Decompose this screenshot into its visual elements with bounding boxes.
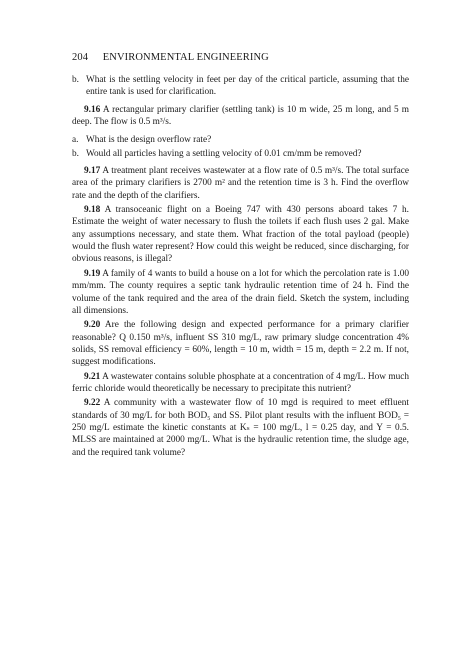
problem-number: 9.16 — [84, 104, 101, 115]
problem-9-19 — [72, 268, 409, 317]
running-header — [72, 52, 269, 63]
problem-text: A community with a wastewater flow of 10 mgd is required to meet effluent standards of 30 mg/L for both BOD₅ and SS. Pilot plant results with the influent BOD₅ = 250 mg/L estimate the kinetic constants at Kₛ = 100 mg/L, l = 0.25 day, and Y = 0.5. MLSS are maintained at 2000 mg/L. What is the hydraulic retention time, the sludge age, and the required tank volume? — [72, 398, 409, 458]
problem-number: 9.20 — [84, 320, 101, 331]
problem-number: 9.18 — [84, 205, 101, 216]
sub-question-label: b. — [72, 75, 79, 85]
sub-question — [72, 148, 409, 160]
sub-question-text: What is the settling velocity in feet per day of the critical particle, assuming that the entire tank is used for clarification. — [86, 75, 409, 98]
problem-9-17 — [72, 165, 409, 202]
problem-list — [72, 74, 409, 461]
sub-question-text: What is the design overflow rate? — [86, 135, 212, 146]
problem-text: A rectangular primary clarifier (settling tank) is 10 m wide, 25 m long, and 5 m deep. The flow is 0.5 m³/s. — [72, 104, 410, 128]
problem-text: A treatment plant receives wastewater at a flow rate of 0.5 m³/s. The total surface area of the primary clarifiers is 2700 m² and the retention time is 3 h. Find the overflow rate and the depth of the clarifiers. — [72, 166, 410, 201]
sub-question-label: a. — [72, 135, 79, 146]
problem-9-22 — [72, 397, 409, 459]
problem-text: A wastewater contains soluble phosphate at a concentration of 4 mg/L. How much ferric chloride would theoretically be necessary to precipitate this nutrient? — [72, 371, 410, 394]
problem-9-16 — [72, 104, 409, 129]
sub-question-text: Would all particles having a settling velocity of 0.01 cm/mm be removed? — [86, 148, 362, 159]
page-number: 204 — [72, 52, 89, 63]
problem-text: A transoceanic flight on a Boeing 747 with 430 persons aboard takes 7 h. Estimate the weight of water necessary to flush the toilets if each flush uses 2 gal. Make any assumptions necessary, and state them. What fraction of the total payload (people) would the flush water represent? How could this weight be reduced, since discharging, for obvious reasons, is illegal? — [72, 205, 409, 265]
problem-9-18 — [72, 204, 409, 266]
problem-9-20 — [72, 319, 409, 368]
problem-number: 9.19 — [84, 268, 101, 279]
problem-9-21 — [72, 371, 409, 396]
problem-text: A family of 4 wants to build a house on a lot for which the percolation rate is 1.00 mm/mm. The county requires a septic tank hydraulic retention time of 24 h. Find the volume of the tank required and the area of the drain field. Sketch the system, including all dimensions. — [72, 268, 409, 316]
sub-question — [72, 74, 409, 99]
running-title: ENVIRONMENTAL ENGINEERING — [102, 52, 269, 63]
problem-number: 9.22 — [84, 398, 101, 409]
sub-question — [72, 134, 409, 146]
problem-number: 9.21 — [84, 371, 101, 382]
problem-text: Are the following design and expected performance for a primary clarifier reasonable? Q 0.150 m³/s, influent SS 310 mg/L, raw primary sludge concentration 4% solids, SS removal efficiency = 60%, length = 10 m, width = 15 m, depth = 2.2 m. If not, suggest modifications. — [72, 320, 410, 368]
sub-question-label: b. — [72, 148, 79, 159]
problem-number: 9.17 — [84, 166, 101, 177]
